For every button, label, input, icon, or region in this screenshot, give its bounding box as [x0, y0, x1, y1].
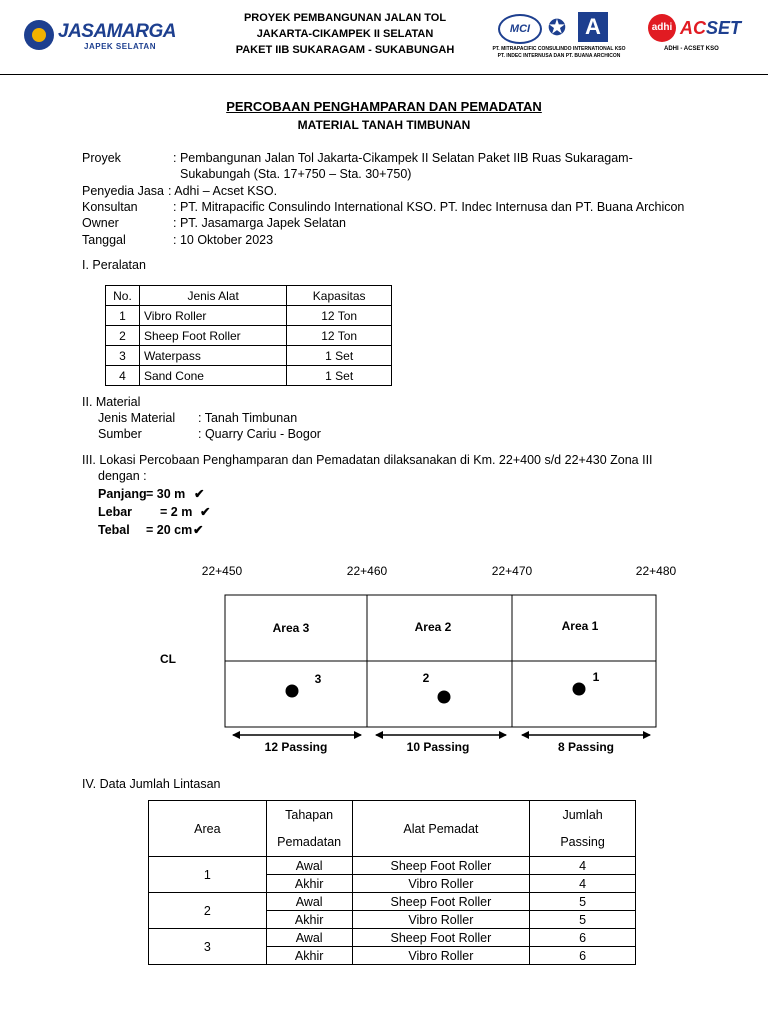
- info-value-penyedia: : Adhi – Acset KSO.: [168, 184, 278, 198]
- header-title-line-1: PROYEK PEMBANGUNAN JALAN TOL: [243, 12, 447, 24]
- equipment-no: 4: [106, 366, 140, 386]
- station-label: 22+480: [635, 564, 677, 578]
- jasamarga-logo: [24, 18, 176, 54]
- passing-header-jumlah: Jumlah Passing: [530, 801, 636, 857]
- checkmark-icon: ✔: [200, 505, 211, 519]
- passing-header-area: Area: [149, 801, 267, 857]
- test-point-2: [438, 691, 451, 704]
- passing-count: 6: [530, 929, 636, 947]
- passing-header-tahapan: Tahapan Pemadatan: [266, 801, 352, 857]
- section-3-heading-cont: dengan :: [98, 469, 147, 483]
- passing-area: 3: [149, 929, 267, 965]
- passing-count: 4: [530, 875, 636, 893]
- equipment-capacity: 1 Set: [287, 346, 392, 366]
- equipment-capacity: 12 Ton: [287, 326, 392, 346]
- area-label: Area 2: [414, 620, 452, 634]
- info-value-konsultan: : PT. Mitrapacific Consulindo International KSO. PT. Indec Internusa dan PT. Buana Archicon: [173, 200, 685, 214]
- section-1-heading: I. Peralatan: [82, 258, 146, 272]
- dim-panjang-value: = 30 m: [146, 487, 186, 501]
- test-point-label: 3: [314, 672, 322, 686]
- info-value-proyek-cont: Sukabungah (Sta. 17+750 – Sta. 30+750): [180, 167, 412, 181]
- equipment-capacity: 12 Ton: [287, 306, 392, 326]
- passing-area: 1: [149, 857, 267, 893]
- dim-tebal-label: Tebal: [98, 523, 130, 537]
- section-2-heading: II. Material: [82, 395, 141, 409]
- station-label: 22+450: [201, 564, 243, 578]
- passing-tool: Vibro Roller: [352, 947, 530, 965]
- dim-lebar-value: = 2 m: [160, 505, 193, 519]
- equipment-header-no: No.: [106, 286, 140, 306]
- equipment-no: 1: [106, 306, 140, 326]
- section-3-heading: III. Lokasi Percobaan Penghamparan dan Pemadatan dilaksanakan di Km. 22+400 s/d 22+430 Zona III: [82, 453, 653, 467]
- info-value-owner: : PT. Jasamarga Japek Selatan: [173, 216, 347, 230]
- equipment-no: 3: [106, 346, 140, 366]
- jasamarga-logo-name: JASAMARGA: [58, 21, 176, 42]
- dim-panjang-label: Panjang: [98, 487, 147, 501]
- passing-stage: Awal: [266, 929, 352, 947]
- table-row: [106, 366, 392, 386]
- equipment-table: [105, 285, 392, 386]
- passing-tool: Sheep Foot Roller: [352, 857, 530, 875]
- equipment-header-row: [106, 286, 392, 306]
- area-label: Area 1: [561, 619, 599, 633]
- dim-lebar-label: Lebar: [98, 505, 133, 519]
- info-label-proyek: Proyek: [82, 151, 121, 165]
- info-label-konsultan: Konsultan: [82, 200, 138, 214]
- passing-count: 5: [530, 911, 636, 929]
- passing-label: 10 Passing: [406, 740, 470, 754]
- material-jenis-value: : Tanah Timbunan: [198, 411, 298, 425]
- trial-area-diagram: [0, 560, 768, 760]
- equipment-name: Sand Cone: [139, 366, 286, 386]
- passing-stage: Awal: [266, 893, 352, 911]
- table-row: [106, 346, 392, 366]
- info-label-owner: Owner: [82, 216, 119, 230]
- passing-stage: Akhir: [266, 911, 352, 929]
- passing-header-alat: Alat Pemadat: [352, 801, 530, 857]
- table-row: [149, 857, 636, 875]
- checkmark-icon: ✔: [193, 523, 204, 537]
- area-label: Area 3: [272, 621, 310, 635]
- mci-logo: MCI: [498, 14, 542, 44]
- passing-count: 5: [530, 893, 636, 911]
- equipment-name: Vibro Roller: [139, 306, 286, 326]
- test-point-3: [286, 685, 299, 698]
- equipment-no: 2: [106, 326, 140, 346]
- passing-label: 12 Passing: [264, 740, 328, 754]
- passing-header-row: [149, 801, 636, 857]
- buana-logo-icon: A: [578, 12, 608, 42]
- equipment-header-kapasitas: Kapasitas: [287, 286, 392, 306]
- table-row: [106, 326, 392, 346]
- section-4-heading: IV. Data Jumlah Lintasan: [82, 777, 221, 791]
- jasamarga-logo-sub: JAPEK SELATAN: [84, 42, 156, 51]
- document-subtitle: MATERIAL TANAH TIMBUNAN: [297, 118, 471, 132]
- material-jenis-label: Jenis Material: [98, 411, 176, 425]
- test-point-1: [573, 683, 586, 696]
- passing-stage: Akhir: [266, 947, 352, 965]
- passing-count: 6: [530, 947, 636, 965]
- table-row: [149, 929, 636, 947]
- passing-table: [148, 800, 636, 965]
- document-title: PERCOBAAN PENGHAMPARAN DAN PEMADATAN: [226, 99, 542, 114]
- passing-tool: Sheep Foot Roller: [352, 893, 530, 911]
- info-label-tanggal: Tanggal: [82, 233, 126, 247]
- consultant-caption-2: PT. INDEC INTERNUSA DAN PT. BUANA ARCHICON: [497, 53, 621, 59]
- passing-stage: Akhir: [266, 875, 352, 893]
- passing-tool: Vibro Roller: [352, 911, 530, 929]
- contractor-logos: [644, 12, 754, 62]
- table-row: [149, 893, 636, 911]
- passing-label: 8 Passing: [557, 740, 615, 754]
- material-sumber-label: Sumber: [98, 427, 142, 441]
- equipment-name: Waterpass: [139, 346, 286, 366]
- consultant-caption-1: PT. MITRAPACIFIC CONSULINDO INTERNATIONAL KSO: [492, 46, 626, 52]
- info-label-penyedia: Penyedia Jasa: [82, 184, 165, 198]
- test-point-label: 1: [592, 670, 600, 684]
- equipment-name: Sheep Foot Roller: [139, 326, 286, 346]
- acset-logo: ACSET: [680, 18, 742, 38]
- contractor-caption: ADHI - ACSET KSO: [664, 46, 719, 52]
- info-value-proyek: : Pembangunan Jalan Tol Jakarta-Cikampek II Selatan Paket IIB Ruas Sukaragam-: [173, 151, 633, 165]
- passing-tool: Sheep Foot Roller: [352, 929, 530, 947]
- consultant-logos: [492, 12, 642, 62]
- jasamarga-logo-icon: [24, 20, 54, 50]
- cl-label: CL: [160, 652, 176, 666]
- table-row: [106, 306, 392, 326]
- header-title-line-2: JAKARTA-CIKAMPEK II SELATAN: [256, 28, 434, 40]
- test-point-label: 2: [422, 671, 430, 685]
- material-sumber-value: : Quarry Cariu - Bogor: [198, 427, 321, 441]
- passing-stage: Awal: [266, 857, 352, 875]
- passing-area: 2: [149, 893, 267, 929]
- equipment-header-jenis: Jenis Alat: [139, 286, 286, 306]
- checkmark-icon: ✔: [194, 487, 205, 501]
- info-value-tanggal: : 10 Oktober 2023: [173, 233, 274, 247]
- passing-count: 4: [530, 857, 636, 875]
- adhi-logo: adhi: [648, 14, 676, 42]
- station-label: 22+470: [491, 564, 533, 578]
- dim-tebal-value: = 20 cm: [146, 523, 193, 537]
- equipment-capacity: 1 Set: [287, 366, 392, 386]
- header-title-line-3: PAKET IIB SUKARAGAM - SUKABUNGAH: [235, 44, 455, 56]
- header-divider: [0, 74, 768, 75]
- passing-tool: Vibro Roller: [352, 875, 530, 893]
- star-logo-icon: ✪: [547, 15, 567, 40]
- station-label: 22+460: [346, 564, 388, 578]
